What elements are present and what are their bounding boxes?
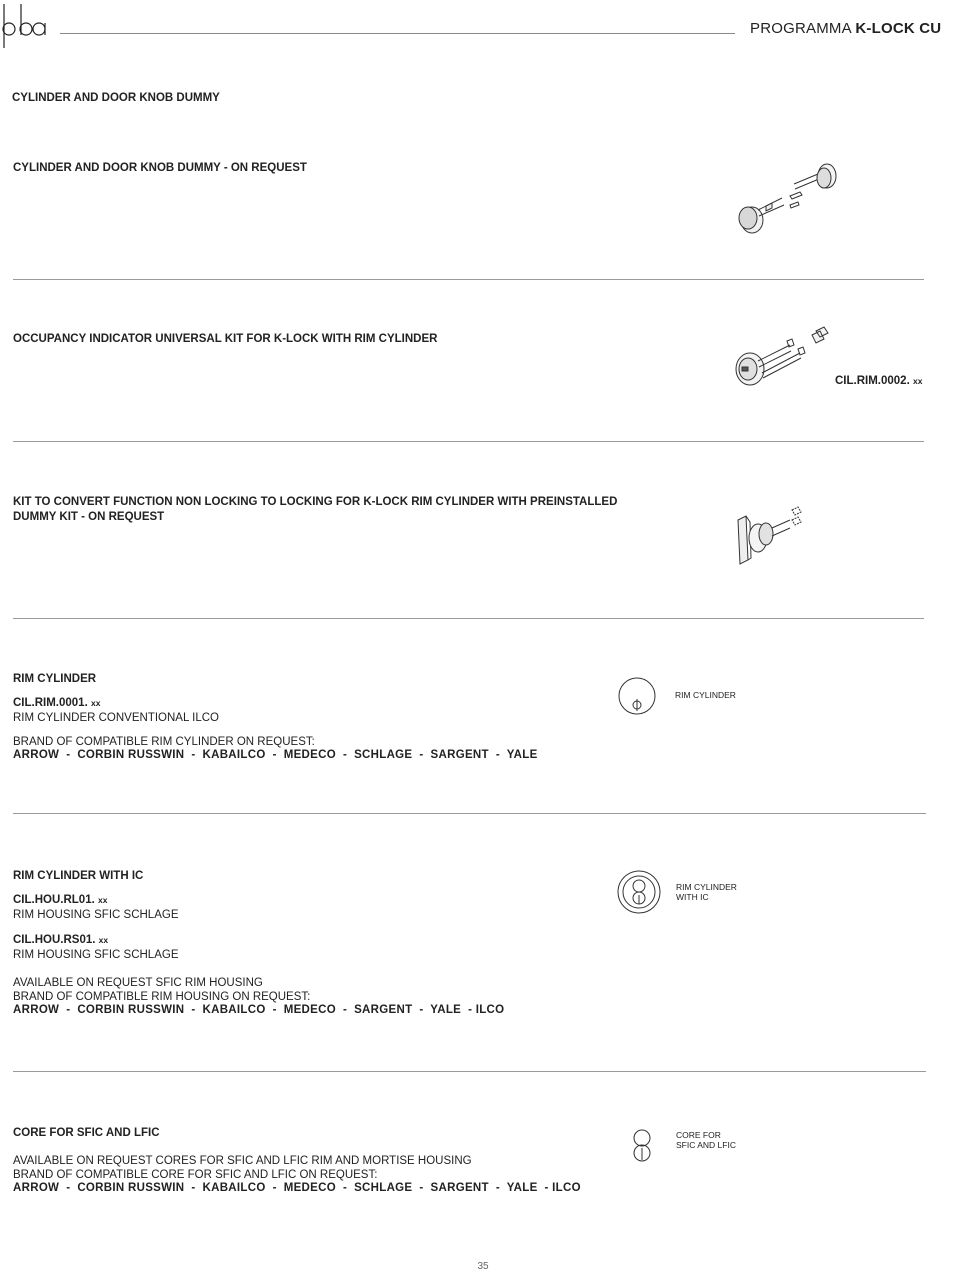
section-title-convert-kit: KIT TO CONVERT FUNCTION NON LOCKING TO LOCKING FOR K-LOCK RIM CYLINDER WITH PREINSTALLED DUMMY KIT - ON REQUEST [13,496,618,523]
section-divider [13,618,924,619]
main-heading: CYLINDER AND DOOR KNOB DUMMY [12,92,220,104]
brand-list: ARROW - CORBIN RUSSWIN - KABAILCO - MEDECO - SCHLAGE - SARGENT - YALE - ILCO [13,1182,581,1194]
rim-cylinder-ic-icon [616,869,662,915]
product-description: RIM HOUSING SFIC SCHLAGE [13,909,179,921]
brand-intro: BRAND OF COMPATIBLE RIM CYLINDER ON REQUEST: [13,736,315,748]
product-description: RIM HOUSING SFIC SCHLAGE [13,949,179,961]
availability-note: AVAILABLE ON REQUEST SFIC RIM HOUSING [13,977,263,989]
rim-cylinder-ic-icon-label: RIM CYLINDER WITH IC [676,882,737,902]
rim-cylinder-icon-label: RIM CYLINDER [675,690,736,700]
section-title-core: CORE FOR SFIC AND LFIC [13,1127,160,1139]
product-description: RIM CYLINDER CONVENTIONAL ILCO [13,712,219,724]
convert-kit-illustration [732,500,812,572]
availability-note: AVAILABLE ON REQUEST CORES FOR SFIC AND LFIC RIM AND MORTISE HOUSING [13,1155,472,1167]
page-header-title: PROGRAMMA K-LOCK CU [750,20,942,37]
section-title-rim-cylinder-ic: RIM CYLINDER WITH IC [13,870,144,882]
product-code-cil-rim-0002: CIL.RIM.0002. xx [835,375,923,387]
section-divider [13,813,926,814]
brand-intro: BRAND OF COMPATIBLE RIM HOUSING ON REQUEST: [13,991,311,1003]
brand-list: ARROW - CORBIN RUSSWIN - KABAILCO - MEDECO - SCHLAGE - SARGENT - YALE [13,749,538,761]
section-title-occupancy-kit: OCCUPANCY INDICATOR UNIVERSAL KIT FOR K-LOCK WITH RIM CYLINDER [13,333,438,345]
dummy-knob-illustration [732,158,844,238]
occupancy-kit-illustration [732,323,836,393]
section-divider [13,441,924,442]
section-divider [13,279,924,280]
page-number: 35 [477,1261,489,1272]
product-code-cil-hou-rl01: CIL.HOU.RL01. xx [13,894,108,906]
brand-list: ARROW - CORBIN RUSSWIN - KABAILCO - MEDECO - SARGENT - YALE - ILCO [13,1004,505,1016]
core-icon-label: CORE FOR SFIC AND LFIC [676,1130,736,1150]
header-rule [60,33,735,34]
brand-intro: BRAND OF COMPATIBLE CORE FOR SFIC AND LFIC ON REQUEST: [13,1169,378,1181]
section-title-rim-cylinder: RIM CYLINDER [13,673,97,685]
section-title-dummy: CYLINDER AND DOOR KNOB DUMMY - ON REQUEST [13,162,307,174]
product-code-cil-rim-0001: CIL.RIM.0001. xx [13,697,101,709]
pba-logo [0,0,50,50]
core-sfic-lfic-icon [630,1128,654,1164]
section-divider [13,1071,926,1072]
rim-cylinder-icon [617,676,657,716]
product-code-cil-hou-rs01: CIL.HOU.RS01. xx [13,934,109,946]
